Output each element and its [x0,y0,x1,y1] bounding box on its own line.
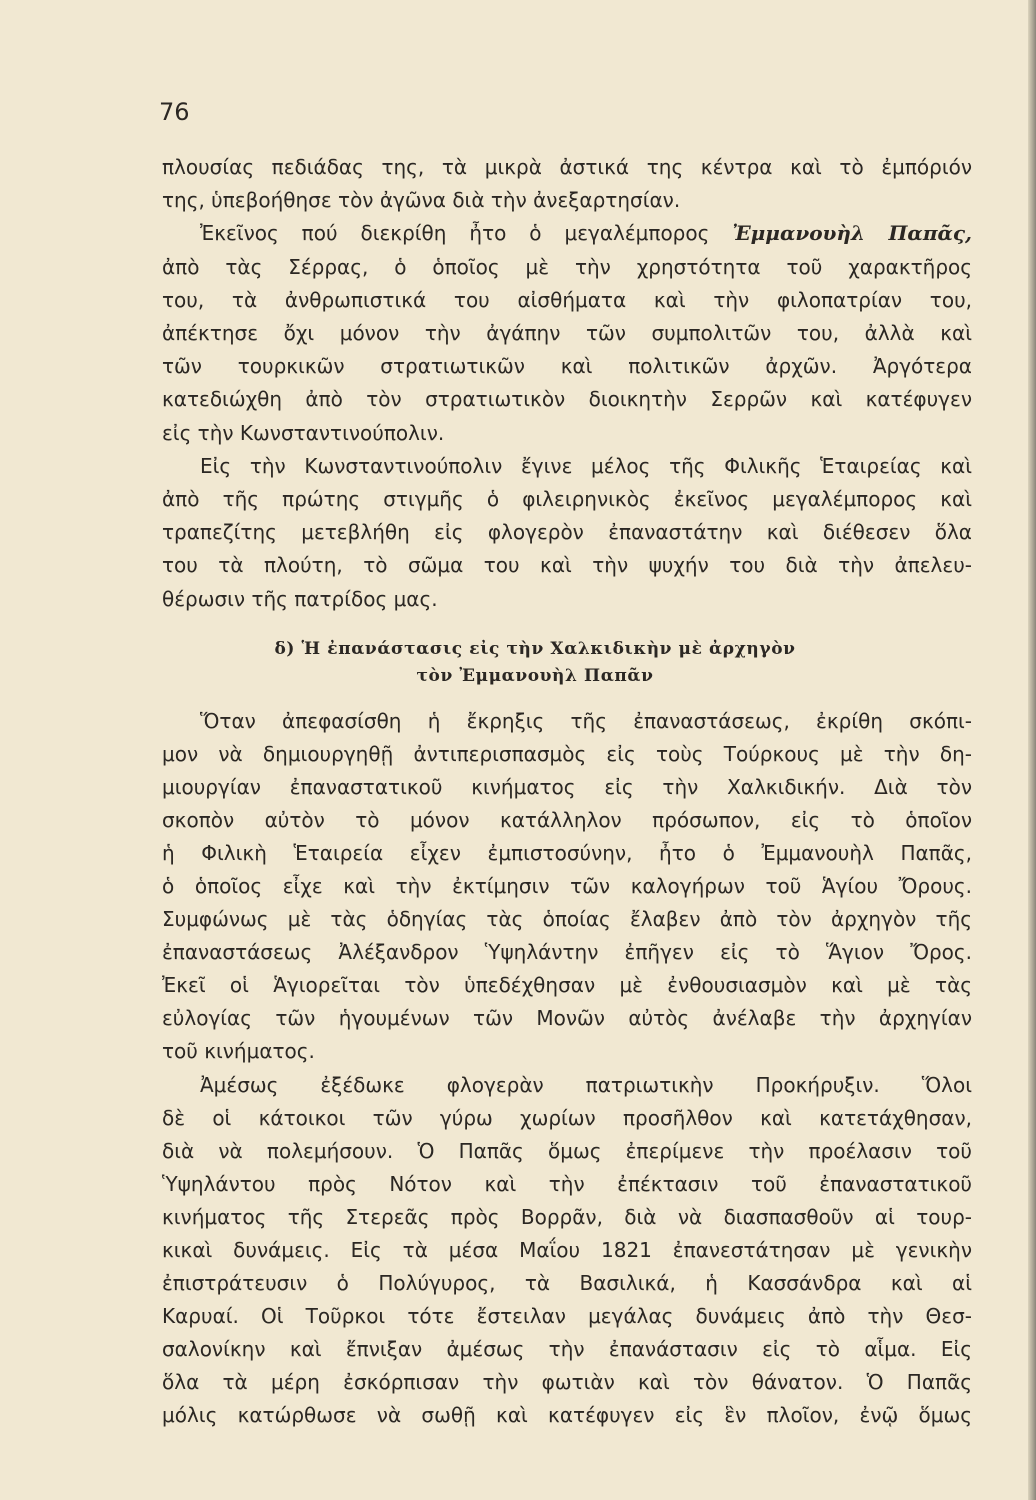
page-number: 76 [159,98,190,126]
text-line: Εἰς τὴν Κωνσταντινούπολιν ἔγινε μέλος τῆς Φιλικῆς Ἑταιρείας καὶ [200,453,972,478]
text-line: Ἀμέσως ἐξέδωκε φλογερὰν πατριωτικὴν Προκήρυξιν. Ὅλοι [200,1072,972,1097]
text-line: Ὑψηλάντου πρὸς Νότον καὶ τὴν ἐπέκτασιν τοῦ ἐπαναστατικοῦ [162,1171,972,1196]
text-line: κινήματος τῆς Στερεᾶς πρὸς Βορρᾶν, διὰ νὰ διασπασθοῦν αἱ τουρ- [162,1204,972,1229]
text-line: διὰ νὰ πολεμήσουν. Ὁ Παπᾶς ὅμως ἐπερίμενε τὴν προέλασιν τοῦ [162,1138,972,1163]
text-line: ὅλα τὰ μέρη ἐσκόρπισαν τὴν φωτιὰν καὶ τὸν θάνατον. Ὁ Παπᾶς [162,1369,972,1394]
text-line: τραπεζίτης μετεβλήθη εἰς φλογερὸν ἐπαναστάτην καὶ διέθεσεν ὅλα [162,520,972,545]
text-line: πλουσίας πεδιάδας της, τὰ μικρὰ ἀστικά της κέντρα καὶ τὸ ἐμπόριόν [162,155,972,179]
paragraph-2 [162,217,972,449]
text-line: τῶν τουρκικῶν στρατιωτικῶν καὶ πολιτικῶν ἀρχῶν. Ἀργότερα [162,354,972,379]
text-line: θέρωσιν τῆς πατρίδος μας. [162,586,438,611]
paragraph-1 [162,151,972,217]
text-line: ἀπὸ τῆς πρώτης στιγμῆς ὁ φιλειρηνικὸς ἐκεῖνος μεγαλέμπορος καὶ [162,487,972,512]
text-line: ὁ ὁποῖος εἶχε καὶ τὴν ἐκτίμησιν τῶν καλογήρων τοῦ Ἁγίου Ὄρους. [162,874,972,899]
text-line: κατεδιώχθη ἀπὸ τὸν στρατιωτικὸν διοικητὴν Σερρῶν καὶ κατέφυγεν [162,387,972,412]
text-line: τοῦ κινήματος. [162,1039,315,1064]
line-text: Ἐκεῖνος πού διεκρίθη ἦτο ὁ μεγαλέμπορος [200,221,710,246]
text-line: μον νὰ δημιουργηθῇ ἀντιπερισπασμὸς εἰς τοὺς Τούρκους μὲ τὴν δη- [162,742,972,767]
text-line: εὐλογίας τῶν ἡγουμένων τῶν Μονῶν αὐτὸς ἀνέλαβε τὴν ἀρχηγίαν [162,1006,972,1031]
text-line: ἀπὸ τὰς Σέρρας, ὁ ὁποῖος μὲ τὴν χρηστότητα τοῦ χαρακτῆρος [162,254,972,279]
text-line: ἡ Φιλικὴ Ἑταιρεία εἶχεν ἐμπιστοσύνην, ἦτο ὁ Ἐμμανουὴλ Παπᾶς, [162,841,972,866]
text-line: κικαὶ δυνάμεις. Εἰς τὰ μέσα Μαΐου 1821 ἐπανεστάτησαν μὲ γενικὴν [162,1237,972,1262]
text-line: Συμφώνως μὲ τὰς ὁδηγίας τὰς ὁποίας ἔλαβεν ἀπὸ τὸν ἀρχηγὸν τῆς [162,907,972,932]
paragraph-3 [162,450,972,616]
text-line: Ἐκεῖ οἱ Ἁγιορεῖται τὸν ὑπεδέχθησαν μὲ ἐνθουσιασμὸν καὶ μὲ τὰς [162,973,972,998]
section-heading [205,636,865,690]
text-line: ἀπέκτησε ὄχι μόνον τὴν ἀγάπην τῶν συμπολιτῶν του, ἀλλὰ καὶ [162,321,972,346]
text-line: της, ὑπεβοήθησε τὸν ἀγῶνα διὰ τὴν ἀνεξαρτησίαν. [162,188,681,213]
text-line: Καρυαί. Οἱ Τοῦρκοι τότε ἔστειλαν μεγάλας δυνάμεις ἀπὸ τὴν Θεσ- [162,1303,972,1328]
text-line: εἰς τὴν Κωνσταντινούπολιν. [162,420,445,445]
text-line [162,217,972,250]
text-line: σκοπὸν αὐτὸν τὸ μόνον κατάλληλον πρόσωπον, εἰς τὸ ὁποῖον [162,808,972,833]
text-line: δὲ οἱ κάτοικοι τῶν γύρω χωρίων προσῆλθον καὶ κατετάχθησαν, [162,1105,972,1130]
heading-line: τὸν Ἐμμανουὴλ Παπᾶν [416,666,654,686]
page-edge [1028,0,1036,1500]
emphasized-name: Ἐμμανουὴλ Παπᾶς, [732,221,972,246]
text-line: ἐπιστράτευσιν ὁ Πολύγυρος, τὰ Βασιλικά, ἡ Κασσάνδρα καὶ αἱ [162,1270,972,1295]
text-block-lower [162,705,972,1432]
heading-line: δ) Ἡ ἐπανάστασις εἰς τὴν Χαλκιδικὴν μὲ ἀρχηγὸν [274,639,796,659]
text-line: του τὰ πλούτη, τὸ σῶμα του καὶ τὴν ψυχήν του διὰ τὴν ἀπελευ- [162,553,972,578]
paragraph-5 [162,1069,972,1433]
paragraph-4 [162,705,972,1069]
text-line: μιουργίαν ἐπαναστατικοῦ κινήματος εἰς τὴν Χαλκιδικήν. Διὰ τὸν [162,775,972,800]
text-line: του, τὰ ἀνθρωπιστικά του αἰσθήματα καὶ τὴν φιλοπατρίαν του, [162,287,972,312]
text-line: μόλις κατώρθωσε νὰ σωθῇ καὶ κατέφυγεν εἰς ἓν πλοῖον, ἐνῷ ὅμως [162,1402,972,1427]
text-line: ἐπαναστάσεως Ἀλέξανδρον Ὑψηλάντην ἐπῆγεν εἰς τὸ Ἅγιον Ὄρος. [162,940,972,965]
text-line: Ὅταν ἀπεφασίσθη ἡ ἔκρηξις τῆς ἐπαναστάσεως, ἐκρίθη σκόπι- [200,709,972,733]
text-line: σαλονίκην καὶ ἔπνιξαν ἀμέσως τὴν ἐπανάστασιν εἰς τὸ αἷμα. Εἰς [162,1336,972,1361]
text-block-upper [162,151,972,616]
